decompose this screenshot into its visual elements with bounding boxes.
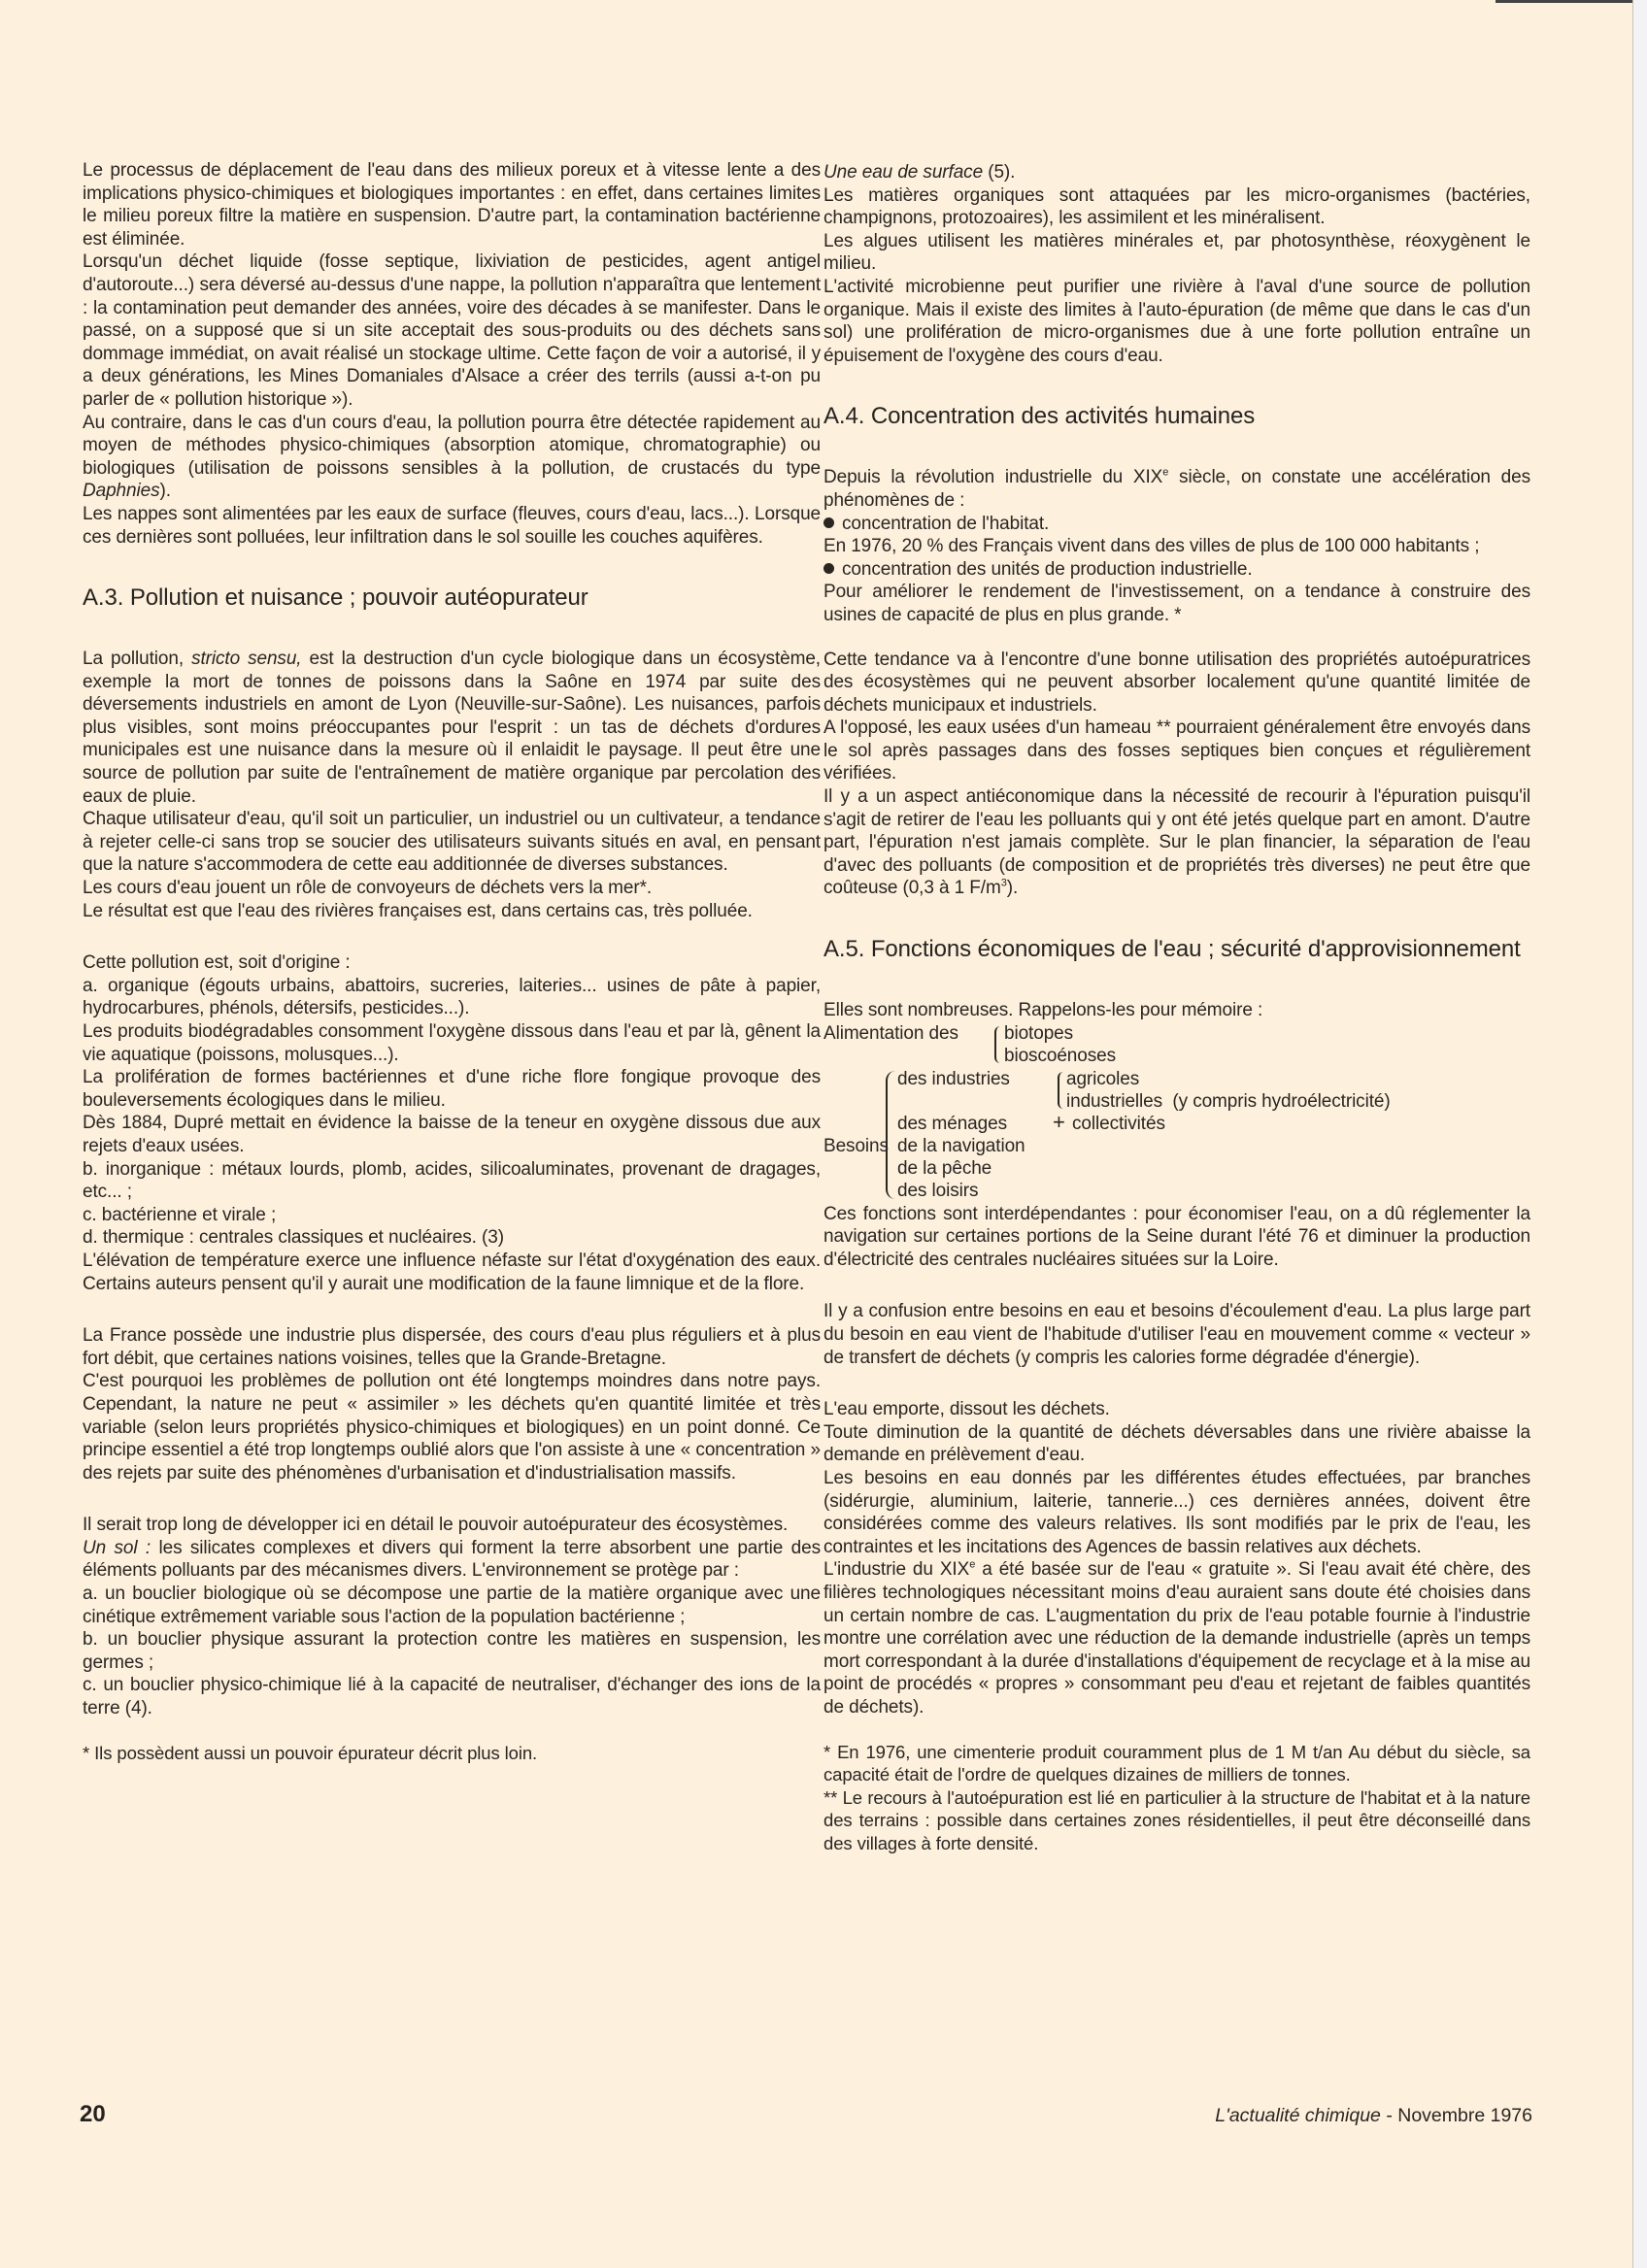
paragraph: Le processus de déplacement de l'eau dans des milieux poreux et à vitesse lente a des implications physico-chimiques et biologiques importantes : en effet, dans certaines limites le milieu poreux filtre la matière en suspension. D'autre part, la contamination bactérienne est éliminée.: [83, 160, 821, 250]
paragraph: Les produits biodégradables consomment l'oxygène dissous dans l'eau et par là, gênent la vie aquatique (poissons, molusques...).: [83, 1021, 821, 1065]
paragraph: Il serait trop long de développer ici en détail le pouvoir autoépurateur des écosystèmes.: [83, 1515, 789, 1536]
scheme-item: industrielles (y compris hydroélectricité): [1066, 1090, 1391, 1112]
paragraph: Le résultat est que l'eau des rivières françaises est, dans certains cas, très polluée.: [83, 900, 753, 921]
paragraph: [83, 412, 821, 503]
paragraph: [824, 466, 1530, 512]
paragraph: Cette pollution est, soit d'origine :: [83, 952, 351, 974]
italic-term: stricto sensu,: [191, 649, 302, 670]
italic-term: Daphnies: [83, 481, 160, 502]
paragraph: Pour améliorer le rendement de l'investissement, on a tendance à construire des usines de capacité de plus en plus grande. *: [824, 582, 1530, 625]
superscript: 3: [1000, 878, 1007, 890]
journal-footer: [1068, 2105, 1532, 2127]
scheme-item: des ménages: [897, 1113, 1007, 1134]
list-item: b. inorganique : métaux lourds, plomb, acides, silicoaluminates, provenant de dragages, etc... ;: [83, 1158, 821, 1203]
section-heading-a3: A.3. Pollution et nuisance ; pouvoir autéopurateur: [83, 584, 588, 612]
paragraph: Les nappes sont alimentées par les eaux de surface (fleuves, cours d'eau, lacs...). Lorsque ces dernières sont polluées, leur infiltration dans le sol souille les couches aquifères.: [83, 503, 821, 548]
scheme-item: des industries: [897, 1068, 1010, 1089]
paragraph: Ces fonctions sont interdépendantes : pour économiser l'eau, on a dû réglementer la navigation sur certaines portions de la Seine durant l'été 76 et diminuer la production d'électricité des centrales nucléaires situées sur la Loire.: [824, 1203, 1530, 1270]
list-item: a. un bouclier biologique où se décompose une partie de la matière organique avec une cinétique extrêmement variable sous l'action de la population bactérienne ;: [83, 1584, 821, 1627]
bullet-item: [824, 513, 1530, 536]
bullet-icon: [824, 563, 834, 574]
paragraph: Lorsqu'un déchet liquide (fosse septique, lixiviation de pesticides, agent antigel d'autoroute...) sera déversé au-dessus d'une nappe, la pollution n'apparaîtra que lentement : la contamination peut demander des années, voire des décades à se manifester. Dans le passé, on a supposé que si un site acceptait des sous-produits ou des déchets sans dommage immédiat, on avait réalisé un stockage ultime. Cette façon de voir a autorisé, il y a deux générations, les Mines Domaniales d'Alsace a créer des terrils (aussi a-t-on pu parler de « pollution historique »).: [83, 251, 821, 410]
list-item: c. un bouclier physico-chimique lié à la capacité de neutraliser, d'échanger des ions de la terre (4).: [83, 1675, 821, 1719]
paragraph: Cette tendance va à l'encontre d'une bonne utilisation des propriétés autoépuratrices des écosystèmes qui ne peuvent absorber localement qu'une quantité limitée de déchets municipaux et industriels.: [824, 649, 1530, 716]
scan-top-edge: [1496, 0, 1647, 3]
paragraph: La prolifération de formes bactériennes et d'une riche flore fongique provoque des bouleversements écologiques dans le milieu.: [83, 1067, 821, 1111]
paragraph: L'activité microbienne peut purifier une rivière à l'aval d'une source de pollution organique. Mais il existe des limites à l'auto-épuration (de même que dans le cas d'un sol) une prolifération de micro-organismes due à une forte pollution entraîne un épuisement de l'oxygène des cours d'eau.: [824, 276, 1530, 366]
footnote: * En 1976, une cimenterie produit couramment plus de 1 M t/an Au début du siècle, sa capacité était de l'ordre de quelques dizaines de milliers de tonnes.: [824, 1741, 1530, 1785]
text-run: ).: [159, 481, 171, 502]
list-item: a. organique (égouts urbains, abattoirs, sucreries, laiteries... usines de pâte à papier, hydrocarbures, phénols, détersifs, pesticides...).: [83, 975, 821, 1019]
paragraph: En 1976, 20 % des Français vivent dans des villes de plus de 100 000 habitants ;: [824, 536, 1480, 557]
list-item: d. thermique : centrales classiques et nucléaires. (3): [83, 1227, 504, 1249]
scheme-item: bioscoénoses: [1004, 1045, 1116, 1066]
paragraph: Elles sont nombreuses. Rappelons-les pour mémoire :: [824, 1000, 1263, 1021]
paragraph: Dès 1884, Dupré mettait en évidence la baisse de la teneur en oxygène dissous due aux rejets d'eaux usées.: [83, 1113, 821, 1156]
plus-sign: +: [1053, 1109, 1065, 1134]
paragraph: Chaque utilisateur d'eau, qu'il soit un particulier, un industriel ou un cultivateur, a tendance à rejeter celle-ci sans trop se soucier des utilisateurs suivants situés en aval, en pensant que la nature s'accommodera de cette eau additionnée de diverses substances.: [83, 809, 821, 876]
text-run: les silicates complexes et divers qui forment la terre absorbent une partie des éléments polluants par des mécanismes divers. L'environnement se protège par :: [83, 1537, 821, 1582]
text-run: Il y a un aspect antiéconomique dans la nécessité de recourir à l'épuration puisqu'il s'agit de retirer de l'eau les polluants qui y ont été jetés quelque part en amont. D'autre part, l'épuration n'est jamais complète. Sur le plan financier, la séparation de l'eau d'avec des polluants (de composition et de propriétés très diverses) ne peut être que coûteuse (0,3 à 1 F/m: [824, 786, 1530, 899]
text-run: ).: [1006, 878, 1019, 899]
footnote: * Ils possèdent aussi un pouvoir épurateur décrit plus loin.: [83, 1742, 538, 1763]
italic-term: Un sol :: [83, 1537, 151, 1558]
separator: -: [1380, 2105, 1398, 2126]
paragraph: L'élévation de température exerce une influence néfaste sur l'état d'oxygénation des eaux. Certains auteurs pensent qu'il y aurait une modification de la faune limnique et de la flore.: [83, 1250, 821, 1294]
text-run: La pollution,: [83, 649, 192, 670]
paragraph: Les cours d'eau jouent un rôle de convoyeurs de déchets vers la mer*.: [83, 878, 653, 899]
footnote: ** Le recours à l'autoépuration est lié en particulier à la structure de l'habitat et à la nature des terrains : possible dans certaines zones résidentielles, il peut être déconseillé dans des villages à forte densité.: [824, 1786, 1530, 1853]
paragraph: Les algues utilisent les matières minérales et, par photosynthèse, réoxygènent le milieu.: [824, 230, 1530, 275]
paragraph: [824, 1558, 1530, 1718]
paragraph: Les besoins en eau donnés par les différentes études effectuées, par branches (sidérurgie, aluminium, laiterie, tannerie...) ces dernières années, doivent être considérées comme des valeurs relatives. Ils sont modifiés par le prix de l'eau, les contraintes et les incitations des Agences de bassin relatives aux déchets.: [824, 1467, 1530, 1557]
bullet-item: [824, 558, 1530, 582]
paragraph: [83, 1537, 821, 1583]
italic-term: Une eau de surface: [824, 162, 984, 183]
superscript: e: [1162, 467, 1169, 480]
paragraph: Toute diminution de la quantité de déchets déversables dans une rivière abaisse la demande en prélèvement d'eau.: [824, 1421, 1530, 1466]
scheme-item: de la navigation: [897, 1135, 1025, 1156]
brace-icon: [994, 1026, 1002, 1063]
text-run: Au contraire, dans le cas d'un cours d'eau, la pollution pourra être détectée rapidement au moyen de méthodes physico-chimiques (absorption atomique, chromatographie) ou biologiques (utilisation de poissons sensibles à la pollution, de crustacés du type: [83, 412, 821, 479]
section-heading-a5: A.5. Fonctions économiques de l'eau ; sécurité d'approvisionnement: [824, 936, 1521, 963]
section-heading-a4: A.4. Concentration des activités humaines: [824, 403, 1256, 430]
paragraph: Les matières organiques sont attaquées par les micro-organismes (bactéries, champignons, protozoaires), les assimilent et les minéralisent.: [824, 184, 1530, 229]
journal-title: L'actualité chimique: [1215, 2105, 1381, 2126]
paragraph: C'est pourquoi les problèmes de pollution ont été longtemps moindres dans notre pays. Cependant, la nature ne peut « assimiler » les déchets qu'en quantité limitée et très variable (selon leurs propriétés physico-chimiques et biologiques) en un point donné. Ce principe essentiel a été trop longtemps oublié alors que l'on assiste à une « concentration » des rejets par suite des phénomènes d'urbanisation et d'industrialisation massifs.: [83, 1371, 821, 1484]
scheme-item: de la pêche: [897, 1157, 992, 1179]
text-run: siècle, on constate une accélération des phénomènes de :: [824, 467, 1530, 511]
scheme-item: biotopes: [1004, 1022, 1074, 1044]
text-run: est la destruction d'un cycle biologique dans un écosystème, exemple la mort de tonnes de poissons dans la Saône en 1974 par suite des déversements industriels en amont de Lyon (Neuville-sur-Saône). Les nuisances, parfois plus visibles, sont moins préoccupantes pour l'esprit : un tas de déchets d'ordures municipales est une nuisance dans la mesure où il enlaidit le paysage. Il peut être une source de pollution par suite de l'entraînement de matière organique par percolation des eaux de pluie.: [83, 649, 821, 807]
paragraph: Il y a confusion entre besoins en eau et besoins d'écoulement d'eau. La plus large part du besoin en eau vient de l'habitude d'utiliser l'eau en mouvement comme « vecteur » de transfert de déchets (y compris les calories forme dégradée d'énergie).: [824, 1301, 1530, 1368]
superscript: e: [969, 1559, 976, 1572]
torn-page-edge: [1632, 0, 1647, 2268]
right-column: [824, 161, 1530, 1854]
bullet-text: concentration des unités de production industrielle.: [842, 558, 1253, 580]
text-run: L'industrie du XIX: [824, 1559, 970, 1581]
text-run: a été basée sur de l'eau « gratuite ». Si l'eau avait été chère, des filières technologiques nécessitant moins d'eau auraient sans doute été choisies dans un certain nombre de cas. L'augmentation du prix de l'eau potable fournie à l'industrie montre une corrélation avec une réduction de la demande industrielle (après un temps mort correspondant à la durée d'installations d'équipement de recyclage et à la mise au point de procédés « propres » consommant peu d'eau et rejetant de faibles quantités de déchets).: [824, 1559, 1530, 1718]
water-functions-scheme: [824, 1022, 1530, 1203]
list-item: c. bactérienne et virale ;: [83, 1204, 277, 1225]
bullet-icon: [824, 517, 834, 528]
scheme-item: collectivités: [1072, 1113, 1165, 1134]
brace-icon: [1058, 1072, 1065, 1109]
paragraph: A l'opposé, les eaux usées d'un hameau ** pourraient généralement être envoyés dans le sol après passages dans des fosses septiques bien conçues et régulièrement vérifiées.: [824, 717, 1530, 784]
scheme-item: des loisirs: [897, 1180, 979, 1201]
reference: (5).: [983, 162, 1016, 183]
list-item: b. un bouclier physique assurant la protection contre les matières en suspension, les germes ;: [83, 1629, 821, 1673]
bullet-text: concentration de l'habitat.: [842, 513, 1050, 534]
scheme-label-besoins: Besoins: [824, 1135, 889, 1156]
text-run: Depuis la révolution industrielle du XIX: [824, 467, 1163, 488]
left-column: [83, 159, 821, 1764]
paragraph: La France possède une industrie plus dispersée, des cours d'eau plus réguliers et à plus fort débit, que certaines nations voisines, telles que la Grande-Bretagne.: [83, 1325, 821, 1369]
paragraph: [83, 648, 821, 808]
scheme-label-alimentation: Alimentation des: [824, 1022, 958, 1044]
paragraph: [824, 161, 1530, 184]
page-number: 20: [80, 2101, 106, 2127]
paragraph: L'eau emporte, dissout les déchets.: [824, 1399, 1110, 1420]
journal-date: Novembre 1976: [1397, 2105, 1532, 2126]
paragraph: [824, 785, 1530, 900]
scheme-item: agricoles: [1066, 1068, 1140, 1089]
